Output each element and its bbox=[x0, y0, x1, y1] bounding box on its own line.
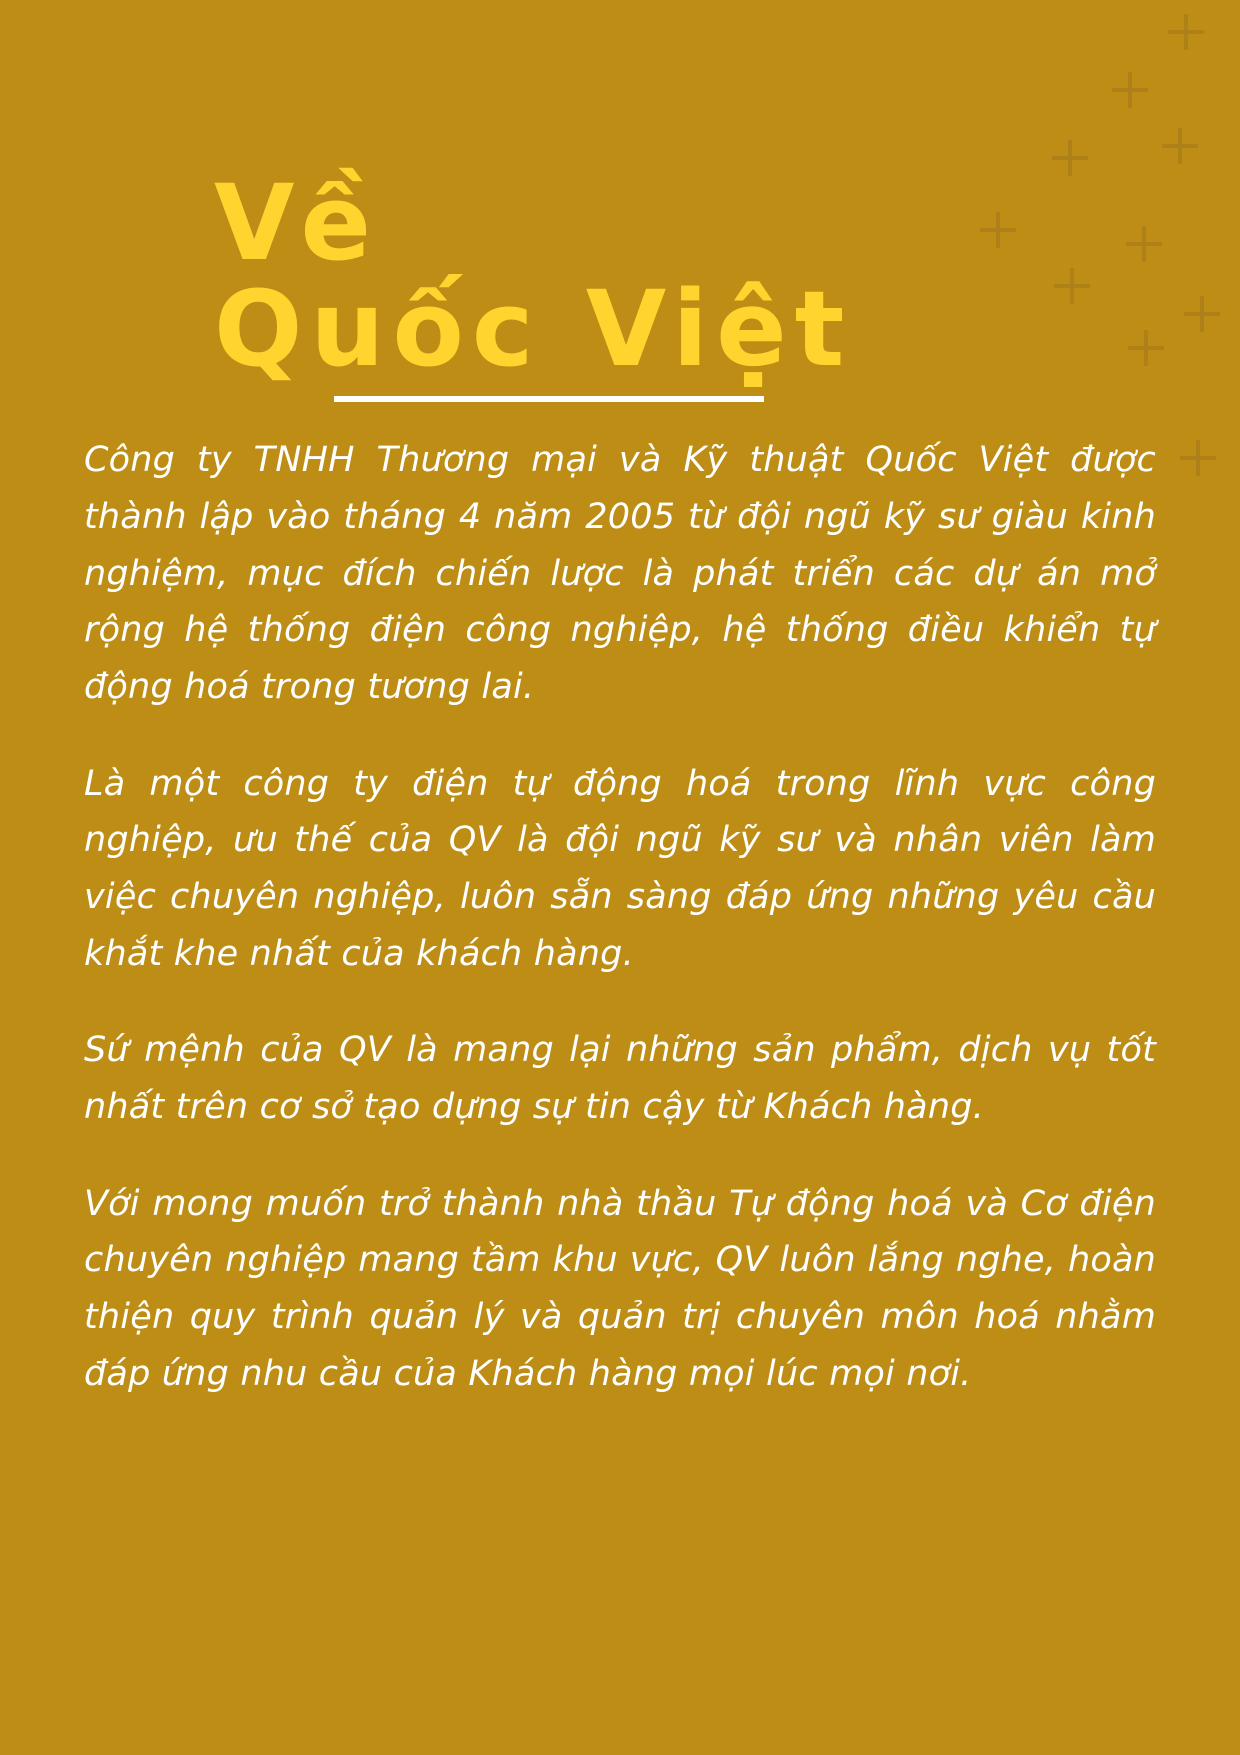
about-body-text bbox=[84, 432, 1156, 1402]
paragraph: Với mong muốn trở thành nhà thầu Tự động hoá và Cơ điện chuyên nghiệp mang tầm khu vực, QV luôn lắng nghe, hoàn thiện quy trình quản lý và quản trị chuyên môn hoá nhằm đáp ứng nhu cầu của Khách hàng mọi lúc mọi nơi. bbox=[84, 1183, 1156, 1394]
paragraph: Sứ mệnh của QV là mang lại những sản phẩm, dịch vụ tốt nhất trên cơ sở tạo dựng sự tin cậy từ Khách hàng. bbox=[84, 1030, 1156, 1128]
page-title-line-1: Về bbox=[214, 162, 378, 284]
paragraph: Công ty TNHH Thương mại và Kỹ thuật Quốc Việt được thành lập vào tháng 4 năm 2005 từ đội ngũ kỹ sư giàu kinh nghiệm, mục đích chiến lược là phát triển các dự án mở rộng hệ thống điện công nghiệp, hệ thống điều khiển tự động hoá trong tương lai. bbox=[84, 440, 1156, 707]
page-title bbox=[84, 0, 1156, 402]
page-title-line-2: Quốc Việt bbox=[214, 268, 853, 391]
title-divider bbox=[334, 396, 764, 402]
paragraph: Là một công ty điện tự động hoá trong lĩnh vực công nghiệp, ưu thế của QV là đội ngũ kỹ sư và nhân viên làm việc chuyên nghiệp, luôn sẵn sàng đáp ứng những yêu cầu khắt khe nhất của khách hàng. bbox=[84, 763, 1156, 974]
